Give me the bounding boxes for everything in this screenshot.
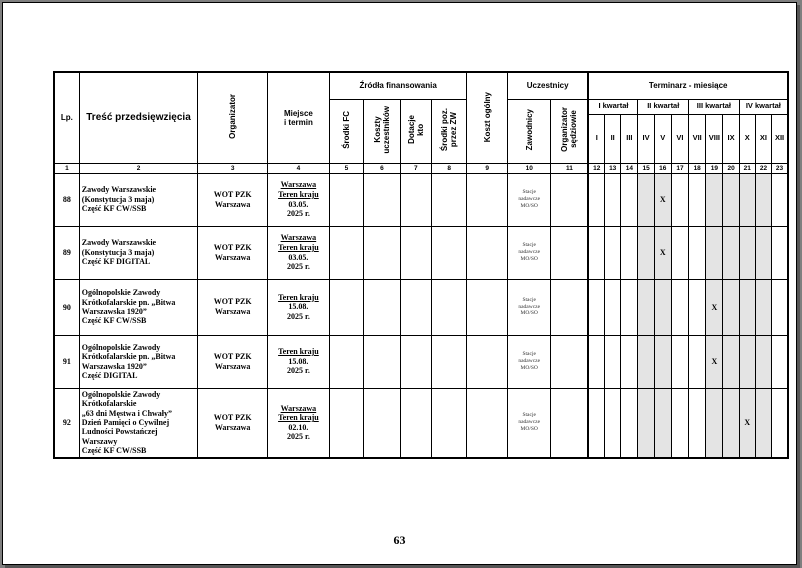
month-cell — [605, 388, 621, 458]
empty-cell — [551, 173, 588, 226]
table-row — [54, 279, 788, 335]
row-lp: 91 — [54, 335, 79, 388]
column-number: 17 — [671, 163, 688, 173]
column-number: 2 — [79, 163, 197, 173]
column-number: 7 — [400, 163, 431, 173]
month-cell — [588, 226, 604, 279]
empty-cell — [329, 226, 363, 279]
month-cell — [772, 388, 788, 458]
row-zawodnicy: Stacje nadawcze MO/SO — [507, 279, 551, 335]
empty-cell — [364, 226, 400, 279]
month-cell — [621, 279, 638, 335]
row-miejsce — [268, 279, 330, 335]
empty-cell — [364, 173, 400, 226]
row-year: 2025 r. — [287, 262, 310, 272]
header-quarter-1: I kwartał — [588, 99, 638, 114]
header-org-sedziowie: Organizator sędziowie — [551, 99, 588, 163]
month-mark: X — [654, 226, 671, 279]
header-organizator: Organizator — [198, 72, 268, 163]
row-organizator: WOT PZK Warszawa — [198, 335, 268, 388]
month-cell — [706, 388, 723, 458]
row-organizator: WOT PZK Warszawa — [198, 173, 268, 226]
row-date: 03.05. — [288, 252, 309, 262]
empty-cell — [467, 173, 507, 226]
month-mark: X — [706, 279, 723, 335]
header-month: X — [739, 114, 755, 163]
empty-cell — [551, 279, 588, 335]
row-tresc: Zawody Warszawskie (Konstytucja 3 maja) Część KF DIGITAL — [79, 226, 197, 279]
row-lp: 92 — [54, 388, 79, 458]
column-number: 23 — [772, 163, 788, 173]
empty-cell — [432, 335, 467, 388]
column-number: 5 — [329, 163, 363, 173]
row-tresc: Zawody Warszawskie (Konstytucja 3 maja) Część KF CW/SSB — [79, 173, 197, 226]
row-place2: Teren kraju — [278, 189, 319, 199]
empty-cell — [467, 226, 507, 279]
empty-cell — [400, 388, 431, 458]
month-cell — [739, 279, 755, 335]
empty-cell — [432, 173, 467, 226]
row-tresc: Ogólnopolskie Zawody Krótkofalarskie „63 dni Męstwa i Chwały” Dzień Pamięci o Cywilnej Ludności Powstańczej Warszawy Część KF CW/SSB — [79, 388, 197, 458]
column-number: 20 — [723, 163, 739, 173]
empty-cell — [329, 279, 363, 335]
header-koszt-ogolny: Koszt ogólny — [467, 72, 507, 163]
header-month: XII — [772, 114, 788, 163]
header-koszty: Koszty uczestników — [364, 99, 400, 163]
header-month: VI — [671, 114, 688, 163]
month-cell — [605, 335, 621, 388]
row-miejsce — [268, 226, 330, 279]
month-cell — [654, 388, 671, 458]
row-date: 03.05. — [288, 199, 309, 209]
empty-cell — [467, 279, 507, 335]
month-cell — [689, 388, 706, 458]
row-organizator: WOT PZK Warszawa — [198, 279, 268, 335]
month-cell — [723, 173, 739, 226]
column-number: 4 — [268, 163, 330, 173]
row-place1: Warszawa — [280, 180, 317, 190]
month-cell — [671, 173, 688, 226]
month-cell — [772, 279, 788, 335]
page-number: 63 — [393, 533, 406, 547]
empty-cell — [400, 173, 431, 226]
document-page — [2, 2, 797, 565]
month-cell — [621, 173, 638, 226]
row-date: 15.08. — [288, 356, 309, 366]
month-cell — [755, 226, 771, 279]
month-cell — [739, 335, 755, 388]
empty-cell — [551, 388, 588, 458]
empty-cell — [364, 279, 400, 335]
column-number: 3 — [198, 163, 268, 173]
month-cell — [706, 226, 723, 279]
month-cell — [723, 279, 739, 335]
month-cell — [605, 173, 621, 226]
month-cell — [671, 279, 688, 335]
month-mark: X — [706, 335, 723, 388]
row-tresc: Ogólnopolskie Zawody Krótkofalarskie pn. „Bitwa Warszawska 1920” Część KF CW/SSB — [79, 279, 197, 335]
header-month: I — [588, 114, 604, 163]
empty-cell — [329, 335, 363, 388]
month-cell — [755, 335, 771, 388]
column-numbers-row — [54, 163, 788, 173]
table-row — [54, 173, 788, 226]
row-organizator: WOT PZK Warszawa — [198, 226, 268, 279]
header-zawodnicy: Zawodnicy — [507, 99, 551, 163]
empty-cell — [432, 226, 467, 279]
empty-cell — [432, 279, 467, 335]
row-lp: 90 — [54, 279, 79, 335]
month-cell — [723, 335, 739, 388]
month-cell — [739, 173, 755, 226]
month-cell — [621, 335, 638, 388]
table-row — [54, 226, 788, 279]
column-number: 6 — [364, 163, 400, 173]
row-year: 2025 r. — [287, 366, 310, 376]
empty-cell — [400, 279, 431, 335]
month-cell — [588, 279, 604, 335]
month-cell — [723, 388, 739, 458]
header-lp: Lp. — [54, 72, 79, 163]
column-number: 8 — [432, 163, 467, 173]
empty-cell — [467, 388, 507, 458]
column-number: 10 — [507, 163, 551, 173]
month-cell — [588, 388, 604, 458]
month-cell — [755, 279, 771, 335]
month-cell — [689, 173, 706, 226]
row-year: 2025 r. — [287, 311, 310, 321]
column-number: 13 — [605, 163, 621, 173]
header-uczestnicy: Uczestnicy — [507, 72, 588, 99]
month-cell — [638, 173, 654, 226]
column-number: 11 — [551, 163, 588, 173]
column-number: 22 — [755, 163, 771, 173]
month-cell — [638, 388, 654, 458]
month-cell — [671, 335, 688, 388]
header-month: II — [605, 114, 621, 163]
empty-cell — [400, 226, 431, 279]
column-number: 9 — [467, 163, 507, 173]
table-row — [54, 335, 788, 388]
row-organizator: WOT PZK Warszawa — [198, 388, 268, 458]
month-cell — [689, 226, 706, 279]
empty-cell — [551, 335, 588, 388]
month-cell — [605, 226, 621, 279]
empty-cell — [364, 335, 400, 388]
column-number: 18 — [689, 163, 706, 173]
header-month: III — [621, 114, 638, 163]
row-tresc: Ogólnopolskie Zawody Krótkofalarskie pn. „Bitwa Warszawska 1920” Część DIGITAL — [79, 335, 197, 388]
month-cell — [689, 279, 706, 335]
month-mark: X — [654, 173, 671, 226]
header-month: VII — [689, 114, 706, 163]
row-place2: Teren kraju — [278, 242, 319, 252]
column-number: 14 — [621, 163, 638, 173]
empty-cell — [364, 388, 400, 458]
month-cell — [605, 279, 621, 335]
row-miejsce — [268, 388, 330, 458]
row-miejsce — [268, 173, 330, 226]
row-date: 15.08. — [288, 302, 309, 312]
header-zrodla: Źródła finansowania — [329, 72, 467, 99]
month-cell — [772, 226, 788, 279]
row-date: 02.10. — [288, 422, 309, 432]
header-terminarz: Terminarz - miesiące — [588, 72, 788, 99]
schedule-table — [53, 71, 789, 459]
month-mark: X — [739, 388, 755, 458]
row-year: 2025 r. — [287, 209, 310, 219]
header-month: IX — [723, 114, 739, 163]
row-zawodnicy: Stacje nadawcze MO/SO — [507, 173, 551, 226]
header-miejsce: Miejsce i termin — [268, 72, 330, 163]
month-cell — [621, 226, 638, 279]
row-zawodnicy: Stacje nadawcze MO/SO — [507, 226, 551, 279]
header-quarter-4: IV kwartał — [739, 99, 788, 114]
month-cell — [772, 173, 788, 226]
month-cell — [755, 388, 771, 458]
header-srodki-fc: Środki FC — [329, 99, 363, 163]
month-cell — [723, 226, 739, 279]
header-month: VIII — [706, 114, 723, 163]
month-cell — [654, 279, 671, 335]
table-row — [54, 388, 788, 458]
header-quarter-3: III kwartał — [689, 99, 740, 114]
row-lp: 88 — [54, 173, 79, 226]
month-cell — [588, 173, 604, 226]
empty-cell — [432, 388, 467, 458]
empty-cell — [329, 388, 363, 458]
month-cell — [739, 226, 755, 279]
empty-cell — [551, 226, 588, 279]
row-zawodnicy: Stacje nadawcze MO/SO — [507, 335, 551, 388]
month-cell — [755, 173, 771, 226]
row-place2: Teren kraju — [278, 292, 319, 302]
month-cell — [671, 226, 688, 279]
column-number: 1 — [54, 163, 79, 173]
row-place1: Warszawa — [280, 403, 317, 413]
header-tresc: Treść przedsięwzięcia — [79, 72, 197, 163]
month-cell — [706, 173, 723, 226]
row-place2: Teren kraju — [278, 413, 319, 423]
column-number: 16 — [654, 163, 671, 173]
row-place1: Warszawa — [280, 233, 317, 243]
header-month: IV — [638, 114, 654, 163]
row-year: 2025 r. — [287, 432, 310, 442]
month-cell — [638, 226, 654, 279]
header-dotacje: Dotacje kto — [400, 99, 431, 163]
header-month: V — [654, 114, 671, 163]
month-cell — [621, 388, 638, 458]
empty-cell — [329, 173, 363, 226]
header-quarter-2: II kwartał — [638, 99, 689, 114]
column-number: 12 — [588, 163, 604, 173]
column-number: 21 — [739, 163, 755, 173]
month-cell — [689, 335, 706, 388]
month-cell — [638, 279, 654, 335]
month-cell — [772, 335, 788, 388]
header-month: XI — [755, 114, 771, 163]
row-zawodnicy: Stacje nadawcze MO/SO — [507, 388, 551, 458]
empty-cell — [400, 335, 431, 388]
month-cell — [671, 388, 688, 458]
month-cell — [588, 335, 604, 388]
row-place2: Teren kraju — [278, 347, 319, 357]
empty-cell — [467, 335, 507, 388]
row-miejsce — [268, 335, 330, 388]
month-cell — [654, 335, 671, 388]
month-cell — [638, 335, 654, 388]
column-number: 19 — [706, 163, 723, 173]
column-number: 15 — [638, 163, 654, 173]
header-srodki-zw: Środki poz. przez ZW — [432, 99, 467, 163]
row-lp: 89 — [54, 226, 79, 279]
